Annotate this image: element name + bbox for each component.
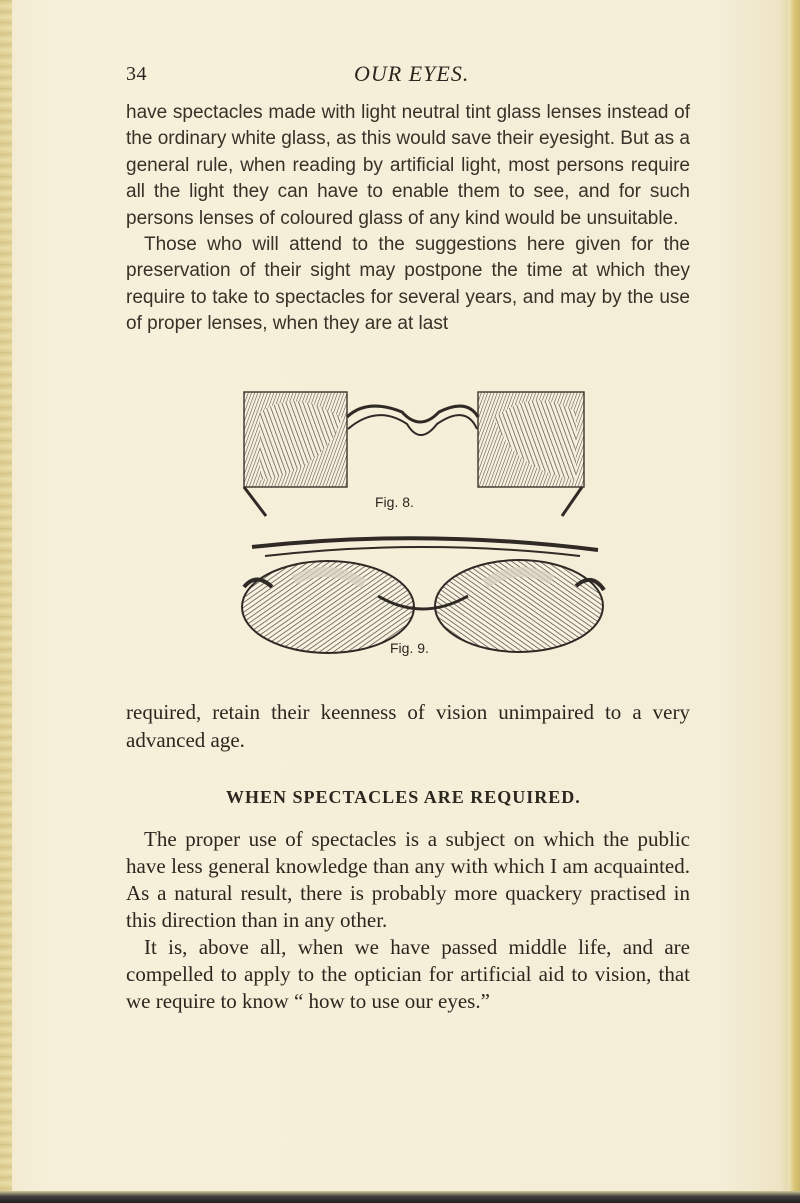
figure-8-spectacles: [232, 384, 612, 526]
paragraph: It is, above all, when we have passed middle life, and are compelled to apply to the optician for artificial aid to vision, that we require to know “ how to use our eyes.”: [126, 935, 690, 1013]
figure-9-label: Fig. 9.: [390, 640, 429, 656]
figure-8-label: Fig. 8.: [375, 494, 414, 510]
figure-9-spectacles: [232, 532, 612, 670]
paragraph: The proper use of spectacles is a subject on which the public have less general knowledge than any with which I am acquainted. As a natural result, there is probably more quackery practised in this direction than in any other.: [126, 827, 690, 932]
paragraph: Those who will attend to the suggestions here given for the preservation of their sight may postpone the time at which they require to take to spectacles for several years, and may by the use of proper lenses, when they are at last: [126, 234, 690, 335]
section-heading: WHEN SPECTACLES ARE REQUIRED.: [226, 787, 581, 807]
page-header: [126, 61, 686, 89]
body-text-bottom: [126, 826, 690, 1015]
bottom-binding-strip: [0, 1191, 800, 1203]
running-title: OUR EYES.: [354, 61, 470, 86]
body-text-top: [126, 100, 690, 338]
paragraph: required, retain their keenness of vision unimpaired to a very advanced age.: [126, 700, 690, 752]
figure-8-illustration: [232, 384, 612, 526]
body-text-middle: [126, 698, 690, 754]
right-page-edge: [788, 0, 800, 1203]
page-number: 34: [126, 63, 147, 85]
left-page-edge: [0, 0, 12, 1203]
paragraph: have spectacles made with light neutral tint glass lenses instead of the ordinary white glass, as this would save their eyesight. But as a general rule, when reading by artificial light, most persons require all the light they can have to enable them to see, and for such persons lenses of coloured glass of any kind would be unsuitable.: [126, 102, 690, 229]
